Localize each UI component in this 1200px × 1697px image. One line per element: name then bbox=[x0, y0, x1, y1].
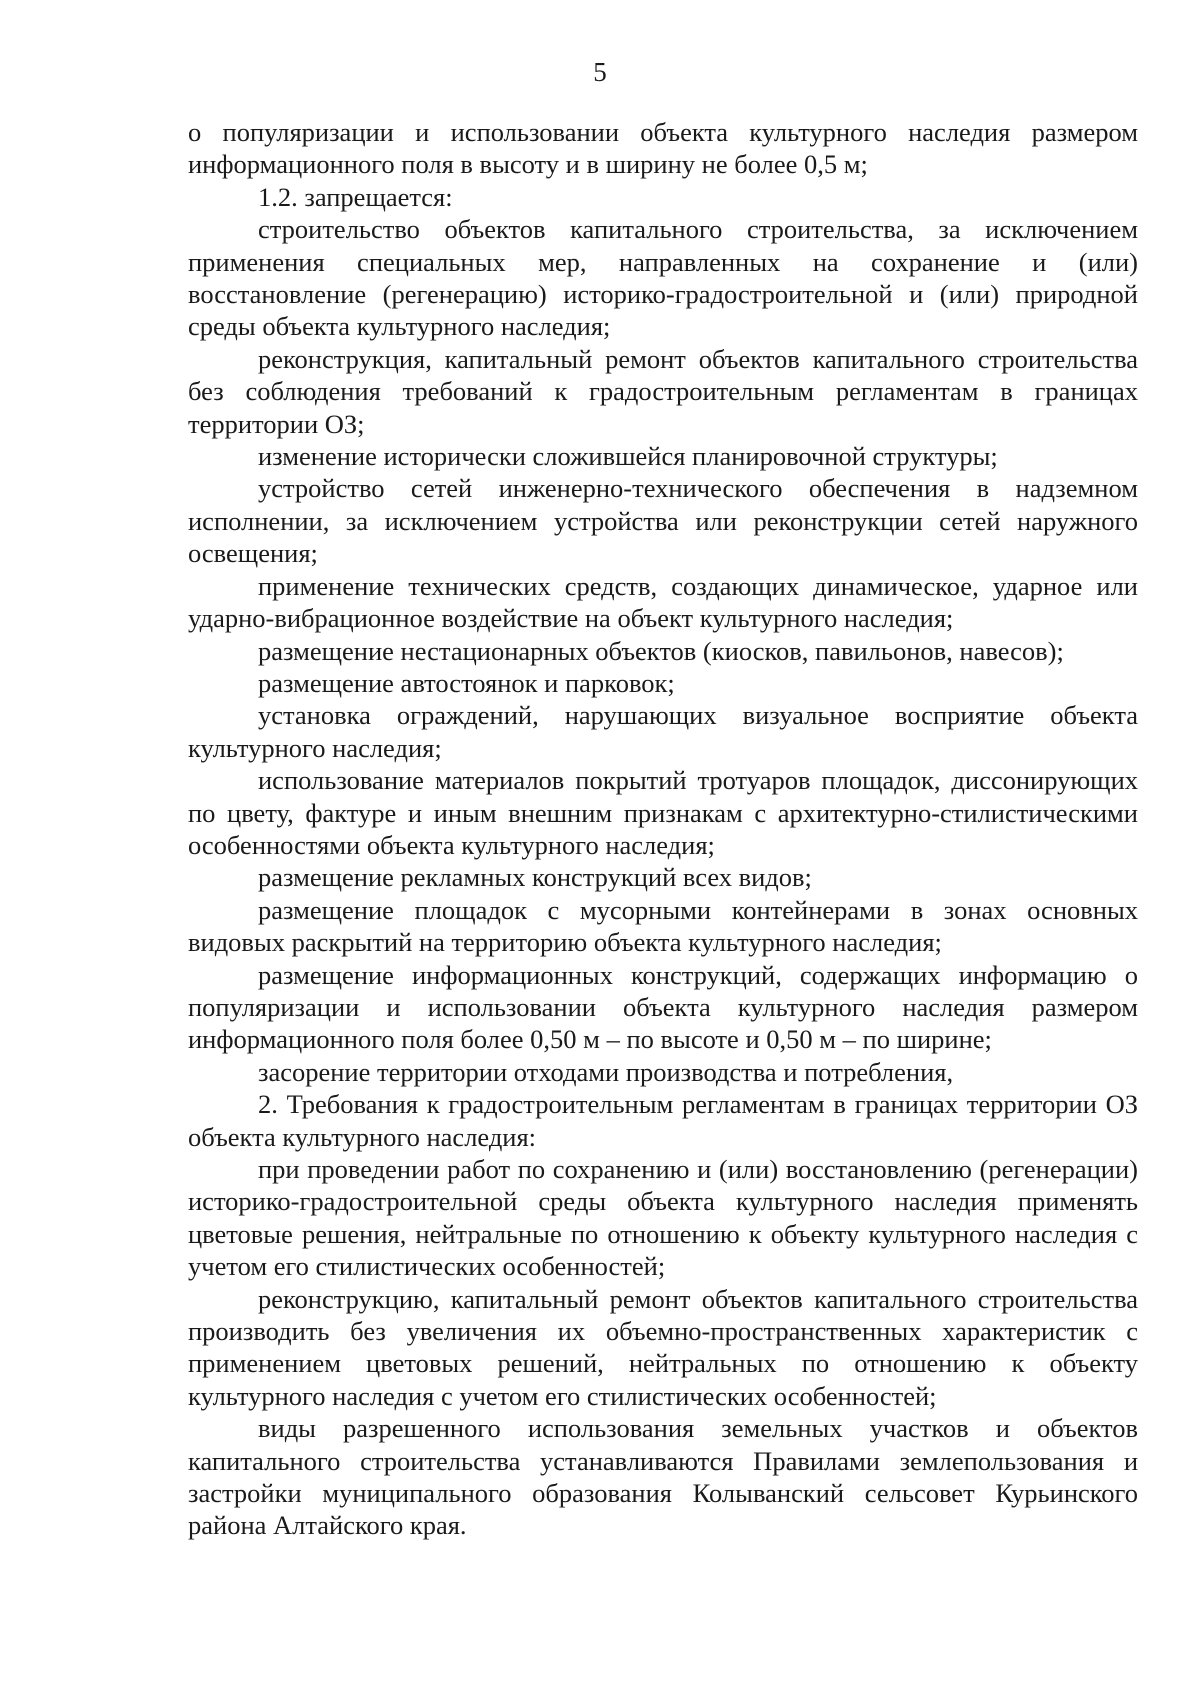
paragraph: установка ограждений, нарушающих визуальное восприятие объекта культурного наследия; bbox=[188, 700, 1138, 763]
paragraph: изменение исторически сложившейся планировочной структуры; bbox=[258, 441, 998, 472]
paragraph: реконструкция, капитальный ремонт объектов капитального строительства без соблюдения требований к градостроительным регламентам в границах территории ОЗ; bbox=[188, 343, 1138, 439]
paragraph: размещение площадок с мусорными контейнерами в зонах основных видовых раскрытий на территорию объекта культурного наследия; bbox=[188, 894, 1138, 958]
paragraph: при проведении работ по сохранению и (или) восстановлению (регенерации) историко-градостроительной среды объекта культурного наследия применять цветовые решения, нейтральные по отношению к объекту культурного наследия с учетом его стилистических особенностей; bbox=[188, 1154, 1138, 1282]
paragraph: размещение информационных конструкций, содержащих информацию о популяризации и использовании объекта культурного наследия размером информационного поля более 0,50 м – по высоте и 0,50 м – по ширине; bbox=[188, 959, 1138, 1055]
paragraph: засорение территории отходами производства и потребления, bbox=[258, 1056, 954, 1087]
paragraph: применение технических средств, создающих динамическое, ударное или ударно-вибрационное воздействие на объект культурного наследия; bbox=[188, 570, 1138, 634]
paragraph: размещение нестационарных объектов (киосков, павильонов, навесов); bbox=[258, 635, 1064, 666]
paragraph: реконструкцию, капитальный ремонт объектов капитального строительства производить без увеличения их объемно-пространственных характеристик с применением цветовых решений, нейтральных по отношению к объекту культурного наследия с учетом его стилистических особенностей; bbox=[188, 1283, 1138, 1411]
paragraph: 1.2. запрещается: bbox=[258, 181, 453, 212]
paragraph: размещение автостоянок и парковок; bbox=[258, 667, 675, 698]
paragraph: строительство объектов капитального строительства, за исключением применения специальных мер, направленных на сохранение и (или) восстановление (регенерацию) историко-градостроительной и (или) природной среды объекта культурного наследия; bbox=[188, 214, 1138, 342]
paragraph: использование материалов покрытий тротуаров площадок, диссонирующих по цвету, фактуре и иным внешним признакам с архитектурно-стилистическими особенностями объекта культурного наследия; bbox=[188, 765, 1138, 860]
page-number: 5 bbox=[593, 57, 607, 87]
document-body bbox=[188, 116, 1138, 1542]
paragraph: виды разрешенного использования земельных участков и объектов капитального строительства устанавливаются Правилами землепользования и застройки муниципального образования Колыванский сельсовет Курьинского района Алтайского края. bbox=[188, 1413, 1138, 1541]
paragraph: о популяризации и использовании объекта культурного наследия размером информационного поля в высоту и в ширину не более 0,5 м; bbox=[188, 117, 1138, 180]
paragraph: 2. Требования к градостроительным регламентам в границах территории ОЗ объекта культурного наследия: bbox=[188, 1089, 1138, 1152]
paragraph: устройство сетей инженерно-технического обеспечения в надземном исполнении, за исключением устройства или реконструкции сетей наружного освещения; bbox=[188, 473, 1138, 569]
paragraph: размещение рекламных конструкций всех видов; bbox=[258, 862, 812, 893]
